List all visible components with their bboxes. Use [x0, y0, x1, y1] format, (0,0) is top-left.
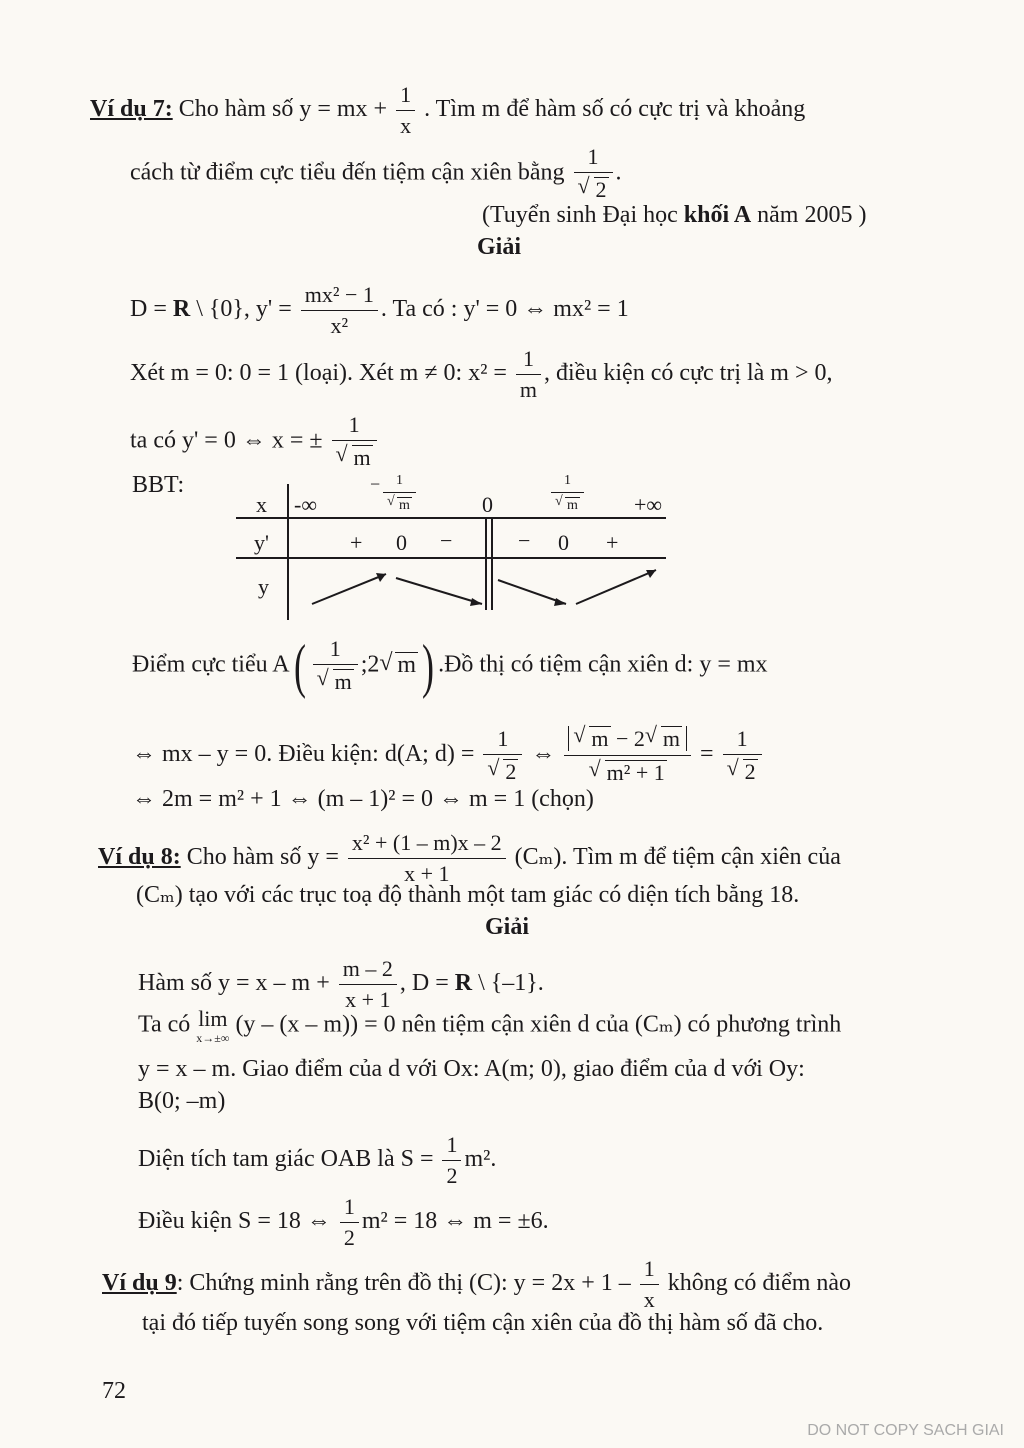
root-fraction-neg — [380, 474, 419, 514]
fraction — [313, 638, 358, 694]
denominator: x — [400, 113, 412, 138]
sign-plus-1: + — [350, 530, 363, 555]
solution-8-line-6 — [138, 1196, 549, 1249]
sign-minus-1: − — [440, 528, 453, 553]
solution-8-line-1 — [138, 958, 544, 1011]
text: ;2 — [360, 651, 380, 678]
numerator: x² + (1 – m)x – 2 — [348, 832, 506, 859]
text: ⇔ mx – y = 0. Điều kiện: d(A; d) = — [132, 741, 475, 768]
plus-infinity: +∞ — [634, 492, 663, 517]
denominator — [723, 755, 762, 784]
denominator: x² — [330, 313, 349, 338]
fraction — [483, 725, 522, 784]
radicand: 2 — [505, 758, 517, 784]
text: m² = 18 ⇔ m = ±6. — [361, 1208, 549, 1235]
text: R — [172, 296, 191, 323]
example-9-label: Ví dụ 9 — [102, 1270, 177, 1297]
text: , điều kiện có cực trị là m > 0, — [544, 360, 833, 387]
solution-8-line-3: y = x – m. Giao điểm của d với Ox: A(m; 0), giao điểm của d với Oy: — [138, 1056, 805, 1082]
zero-label: 0 — [482, 492, 493, 517]
arrow-up-1 — [312, 574, 386, 604]
numerator: 1 — [340, 1196, 359, 1223]
fraction — [339, 958, 397, 1011]
numerator: 1 — [483, 728, 522, 755]
denominator — [332, 441, 377, 470]
radicand: 2 — [595, 177, 607, 202]
fraction — [723, 725, 762, 784]
text: lim — [198, 1006, 228, 1031]
distance-fraction — [564, 726, 691, 785]
example-8-statement — [98, 832, 841, 885]
text: = — [700, 741, 714, 768]
radicand: m — [567, 498, 578, 513]
text: R — [454, 970, 473, 997]
radicand: m — [662, 726, 681, 751]
text: Điều kiện S = 18 ⇔ — [138, 1208, 331, 1235]
text: năm 2005 ) — [751, 202, 867, 228]
text: \ {–1}. — [472, 970, 544, 997]
fraction — [332, 414, 377, 470]
solution-line-4: Điểm cực tiểu A( 1 √ m ;2√ m) .Đồ thị có tiệm cận xiên d: y = mx — [132, 636, 768, 696]
text: : Chứng minh rằng trên đồ thị (C): y = 2x + 1 – — [176, 1270, 631, 1297]
text: khối A — [683, 202, 752, 228]
fraction — [516, 348, 541, 401]
numerator: 1 — [396, 84, 415, 111]
fraction — [301, 284, 378, 337]
text: (y – (x – m)) = 0 nên tiệm cận xiên d của (Cₘ) có phương trình — [235, 1011, 842, 1038]
sign-plus-2: + — [606, 530, 619, 555]
radicand: m² + 1 — [606, 760, 665, 785]
denominator: m — [519, 377, 538, 402]
text: − 2 — [610, 726, 645, 751]
denominator — [483, 755, 522, 784]
example-7-statement — [90, 84, 805, 137]
numerator — [564, 726, 691, 756]
solution-line-2 — [130, 348, 833, 401]
root-fraction-pos — [548, 474, 587, 514]
denominator — [564, 756, 691, 785]
arrow-down-1 — [396, 578, 482, 604]
example-8-label: Ví dụ 8: — [98, 844, 181, 871]
variation-table — [236, 473, 676, 620]
text: Điểm cực tiểu A — [132, 651, 290, 678]
solution-heading: Giải — [477, 234, 522, 260]
text: , D = — [399, 970, 455, 997]
radicand: m — [334, 669, 352, 694]
radicand: m — [397, 651, 417, 678]
numerator: 1 — [551, 474, 584, 493]
denominator: 2 — [446, 1163, 458, 1188]
page-number: 72 — [102, 1378, 126, 1404]
text: Hàm số y = x – m + — [138, 970, 330, 997]
radicand: 2 — [744, 758, 756, 784]
solution-line-5 — [132, 726, 765, 785]
numerator: mx² − 1 — [301, 284, 378, 311]
example-9-statement — [102, 1258, 851, 1311]
text: . — [615, 159, 622, 186]
radicand: m — [591, 726, 609, 751]
arrow-up-2 — [576, 570, 656, 604]
solution-line-3 — [130, 414, 380, 470]
fraction — [640, 1258, 659, 1311]
denominator — [574, 173, 613, 202]
text: (Cₘ). Tìm m để tiệm cận xiên của — [514, 844, 841, 871]
solution-line-6: ⇔ 2m = m² + 1 ⇔ (m – 1)² = 0 ⇔ m = 1 (chọn) — [132, 786, 594, 812]
text: Diện tích tam giác OAB là S = — [138, 1146, 434, 1173]
denominator: 2 — [343, 1225, 355, 1250]
text: cách từ điểm cực tiểu đến tiệm cận xiên bằng — [130, 159, 565, 186]
solution-8-line-5 — [138, 1134, 496, 1187]
text: Xét m = 0: 0 = 1 (loại). Xét m ≠ 0: x² = — [130, 360, 507, 387]
text: D = — [130, 296, 173, 323]
minus-infinity: -∞ — [294, 492, 318, 517]
solution-8-line-4: B(0; –m) — [138, 1088, 226, 1114]
numerator: 1 — [383, 474, 416, 493]
yprime-zero-1: 0 — [396, 530, 407, 555]
text: ⇔ — [531, 741, 556, 768]
text: . Ta có : y' = 0 ⇔ mx² = 1 — [380, 296, 629, 323]
text: không có điểm nào — [661, 1270, 852, 1297]
solution-8-line-2 — [138, 1008, 841, 1044]
bbt-label: BBT: — [132, 472, 185, 498]
text: x→±∞ — [196, 1031, 230, 1045]
fraction — [340, 1196, 359, 1249]
numerator: 1 — [640, 1258, 659, 1285]
text: \ {0}, y' = — [190, 296, 292, 323]
text: Cho hàm số y = mx + — [178, 96, 388, 123]
source-note — [482, 200, 866, 230]
example-7-label: Ví dụ 7: — [90, 96, 173, 123]
solution-line-1 — [130, 284, 629, 337]
denominator: x — [643, 1287, 655, 1312]
fraction — [574, 146, 613, 202]
example-8-line-2: (Cₘ) tạo với các trục toạ độ thành một tam giác có diện tích bằng 18. — [136, 882, 800, 908]
yprime-zero-2: 0 — [558, 530, 569, 555]
limit — [196, 1008, 229, 1044]
solution-heading-2: Giải — [485, 914, 530, 940]
text: . Tìm m để hàm số có cực trị và khoảng — [424, 96, 806, 123]
fraction — [348, 832, 506, 885]
numerator: 1 — [723, 728, 762, 755]
example-7-line-2 — [130, 146, 622, 202]
numerator: m – 2 — [339, 958, 397, 985]
denominator — [313, 665, 358, 694]
y-label: y — [258, 574, 269, 599]
watermark-logo: DO NOT COPY SACH GIAI — [807, 1422, 1004, 1439]
text: m². — [464, 1146, 497, 1173]
denominator: x + 1 — [404, 861, 450, 886]
text: ta có y' = 0 ⇔ x = ± — [130, 427, 323, 454]
neg-sign: − — [370, 474, 381, 494]
sign-minus-2: − — [518, 528, 531, 553]
numerator: 1 — [516, 348, 541, 375]
x-label: x — [256, 492, 267, 517]
numerator: 1 — [574, 146, 613, 173]
numerator: 1 — [313, 638, 358, 665]
numerator: 1 — [442, 1134, 461, 1161]
text: (Tuyển sinh Đại học — [482, 202, 684, 228]
numerator: 1 — [332, 414, 377, 441]
radicand: m — [353, 445, 371, 470]
example-9-line-2: tại đó tiếp tuyến song song với tiệm cận xiên của đồ thị hàm số đã cho. — [142, 1310, 824, 1336]
fraction — [442, 1134, 461, 1187]
text: Ta có — [138, 1011, 191, 1038]
yprime-label: y' — [254, 530, 269, 555]
text: Cho hàm số y = — [180, 844, 339, 871]
denominator: x + 1 — [345, 987, 391, 1012]
fraction — [396, 84, 415, 137]
text: .Đồ thị có tiệm cận xiên d: y = mx — [438, 651, 768, 678]
radicand: m — [399, 498, 410, 513]
